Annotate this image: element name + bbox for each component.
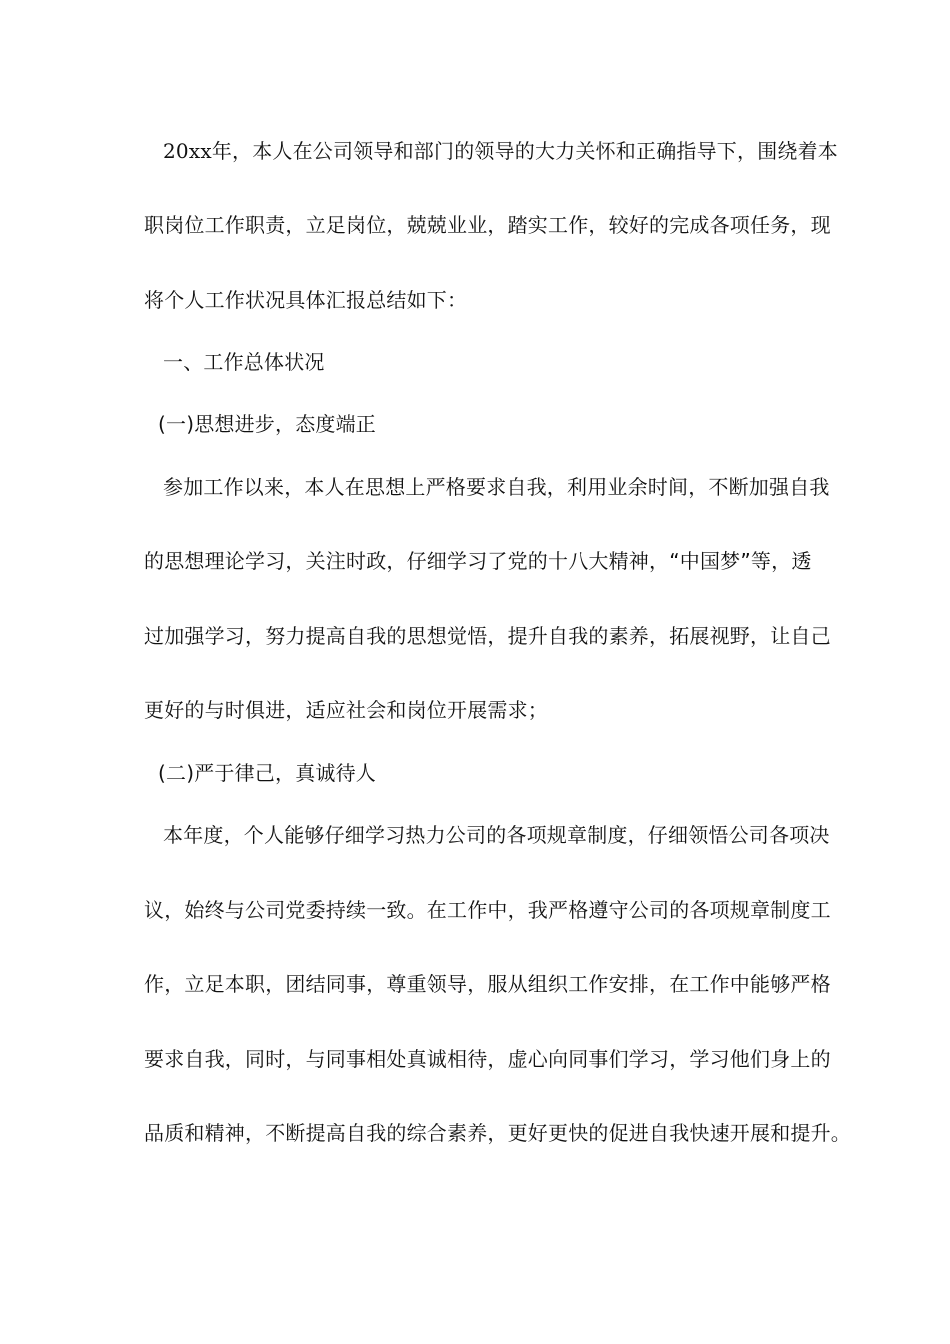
subsection-1-title: (一)思想进步，态度端正 [158,412,377,436]
subsection-2-line-5: 品质和精神，不断提高自我的综合素养，更好更快的促进自我快速开展和提升。 [144,1121,851,1145]
subsection-1-line-2: 的思想理论学习，关注时政，仔细学习了党的十八大精神，“中国梦”等，透 [144,549,812,573]
subsection-2-line-3: 作，立足本职，团结同事，尊重领导，服从组织工作安排，在工作中能够严格 [144,972,831,996]
subsection-2-line-1: 本年度，个人能够仔细学习热力公司的各项规章制度，仔细领悟公司各项决 [163,823,830,847]
subsection-2-line-4: 要求自我，同时，与同事相处真诚相待，虚心向同事们学习，学习他们身上的 [144,1047,831,1071]
intro-paragraph-line-3: 将个人工作状况具体汇报总结如下： [144,288,468,312]
subsection-2-line-2: 议，始终与公司党委持续一致。在工作中，我严格遵守公司的各项规章制度工 [144,898,831,922]
intro-line-1-text: 年，本人在公司领导和部门的领导的大力关怀和正确指导下，围绕着本 [211,139,839,163]
intro-paragraph-line-1 [163,137,843,165]
subsection-1-line-1: 参加工作以来，本人在思想上严格要求自我，利用业余时间，不断加强自我 [163,475,830,499]
subsection-2-title: (二)严于律己，真诚待人 [158,761,377,785]
intro-year: 20xx [163,139,212,163]
intro-paragraph-line-2: 职岗位工作职责，立足岗位，兢兢业业，踏实工作，较好的完成各项任务，现 [144,213,831,237]
subsection-1-line-3: 过加强学习，努力提高自我的思想觉悟，提升自我的素养，拓展视野，让自己 [144,624,831,648]
section-heading: 一、工作总体状况 [163,350,325,374]
subsection-1-line-4: 更好的与时俱进，适应社会和岗位开展需求； [144,698,548,722]
